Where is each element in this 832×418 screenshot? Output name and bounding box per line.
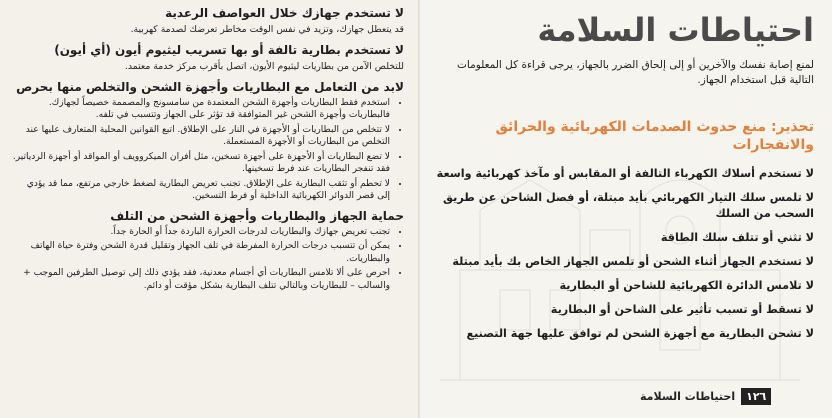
list-item: لا تثني أو تتلف سلك الطاقة — [660, 230, 814, 244]
disposal-list — [12, 97, 404, 203]
section-title-thunderstorm: لا تستخدم جهازك خلال العواصف الرعدية — [165, 6, 404, 20]
list-item: لا تستخدم الجهاز أثناء الشحن أو تلمس الجهاز الخاص بك بأيد مبتلة — [452, 254, 814, 268]
section-title-disposal: لابد من التعامل مع البطاريات وأجهزة الشحن والتخلص منها بحرص — [16, 80, 404, 94]
footer-section-title: احتياطات السلامة — [640, 389, 736, 403]
list-item: لا تلمس سلك التيار الكهربائي بأيد مبتلة، أو فصل الشاحن عن طريق السحب من السلك — [443, 191, 814, 220]
architecture-watermark-illustration — [440, 150, 800, 390]
list-item: لا تلامس الدائرة الكهربائية للشاحن أو البطارية — [559, 278, 814, 292]
list-item: • لا تتخلص من البطاريات أو الأجهزة في النار على الإطلاق. اتبع القوانين المحلية المتعارف عليها عند التخلص من البطاريات أو الأجهزة المستعملة. — [12, 124, 390, 149]
protection-list — [12, 226, 404, 292]
section-title-damaged-battery: لا تستخدم بطارية تالفة أو بها تسريب ليثيوم أيون (أي أيون) — [54, 43, 404, 57]
list-item: • تجنب تعريض جهازك والبطاريات لدرجات الحرارة الباردة جداً أو الحارة جداً. — [12, 226, 390, 238]
section-body-thunderstorm: قد يتعطل جهازك، وتزيد في نفس الوقت مخاطر تعرضك لصدمة كهربية. — [130, 24, 404, 35]
list-item: لا تسقط أو تسبب تأثير على الشاحن أو البطارية — [550, 302, 814, 316]
list-item: • استخدم فقط البطاريات وأجهزة الشحن المعتمدة من سامسونج والمصممة خصيصاً لجهازك. فالبطاريات وأجهزة الشحن غير المتوافقة قد تؤثر على الجهاز وتتسبب في تلفه. — [12, 97, 390, 122]
list-item: • لا تضع البطاريات أو الأجهزة على أجهزة تسخين، مثل أفران الميكروويف أو المواقد أو أجهزة الردياتير. فقد تنفجر البطاريات عند فرط تسخينها. — [12, 151, 390, 176]
page-title: احتياطات السلامة — [537, 11, 814, 49]
intro-paragraph: لمنع إصابة نفسك والآخرين أو إلى إلحاق الضرر بالجهاز، يرجى قراءة كل المعلومات التالية قبل استخدام الجهاز. — [456, 59, 814, 86]
list-item: لا تشحن البطارية مع أجهزة الشحن لم توافق عليها جهة التصنيع — [466, 326, 814, 340]
list-item: • لا تحطم أو تثقب البطارية على الإطلاق. تجنب تعريض البطارية لضغط خارجي مرتفع، مما قد يؤدي إلى قصر الدوائر الكهربائية الداخلية أو فرط التسخين. — [12, 178, 390, 203]
list-item: • احرص على ألا تلامس البطاريات أي أجسام معدنية، فقد يؤدي ذلك إلى توصيل الطرفين الموجب + والسالب – للبطاريات وبالتالي تتلف البطارية بشكل مؤقت أو دائم. — [12, 267, 390, 292]
section-title-protection: حماية الجهاز والبطاريات وأجهزة الشحن من التلف — [110, 208, 404, 223]
warning-title: تحذير: منع حدوث الصدمات الكهربائية والحرائق والانفجارات — [495, 119, 814, 153]
page-footer — [640, 384, 771, 408]
page-number: ١٢٦ — [741, 388, 771, 405]
list-item: • يمكن أن تتسبب درجات الحرارة المفرطة في تلف الجهاز وتقليل قدرة الشحن وفترة حياة الهاتف والبطاريات. — [12, 240, 390, 265]
list-item: لا تستخدم أسلاك الكهرباء التالفة أو المقابس أو مآخذ كهربائية واسعة — [436, 167, 814, 180]
section-body-damaged-battery: للتخلص الآمن من بطاريات ليثيوم الأيون، اتصل بأقرب مركز خدمة معتمد. — [124, 61, 404, 72]
